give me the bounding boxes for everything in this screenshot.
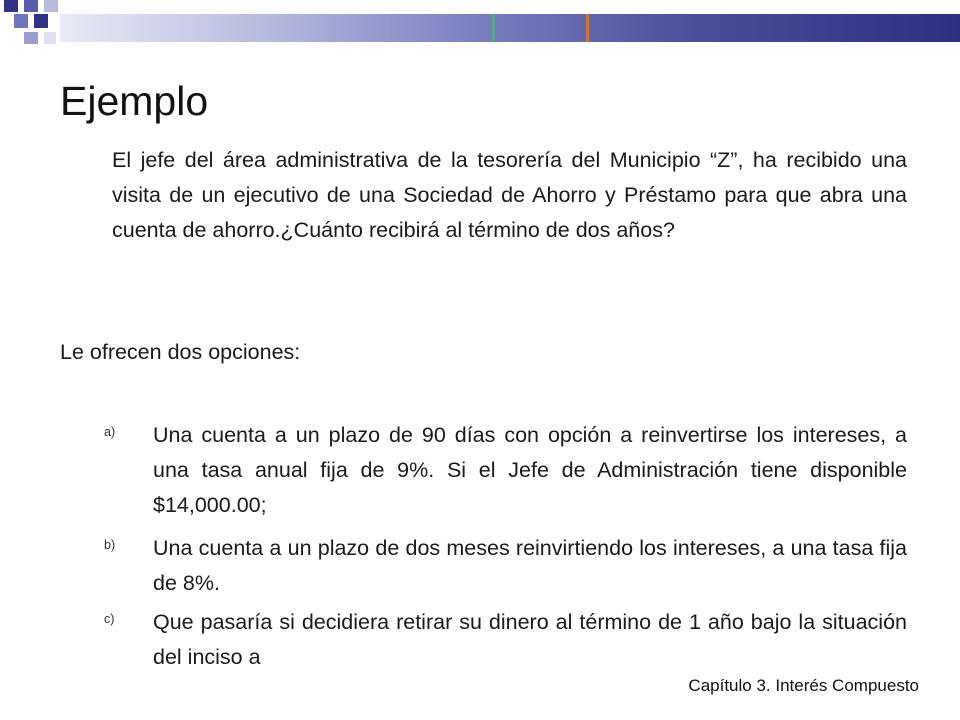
decor-square [44,32,56,44]
decor-square [44,0,58,12]
option-marker: c) [104,612,115,626]
option-text: Que pasaría si decidiera retirar su dinero al término de 1 año bajo la situación del inciso a [153,610,907,669]
decor-square [24,32,38,44]
decor-square [34,14,48,28]
intro-paragraph: El jefe del área administrativa de la tesorería del Municipio “Z”, ha recibido una visita de un ejecutivo de una Sociedad de Ahorro y Préstamo para que abra una cuenta de ahorro.¿Cuánto recibirá al término de dos años? [112,148,907,242]
header-decoration [0,0,960,44]
decor-square [4,0,18,12]
slide-title: Ejemplo [60,78,209,124]
slide-footer: Capítulo 3. Interés Compuesto [688,676,919,695]
option-text: Una cuenta a un plazo de 90 días con opción a reinvertirse los intereses, a una tasa anual fija de 9%. Si el Jefe de Administración tiene disponible $14,000.00; [153,423,907,517]
option-item-a [104,418,907,523]
header-accent-line [586,14,589,42]
option-marker: a) [104,425,116,439]
option-marker: b) [104,538,116,552]
header-accent-line [492,14,495,42]
option-item-c [104,605,907,675]
options-lead-text: Le ofrecen dos opciones: [60,340,301,364]
option-item-b [104,531,907,601]
option-text: Una cuenta a un plazo de dos meses reinvirtiendo los intereses, a una tasa fija de 8%. [153,536,907,595]
decor-square [24,0,38,12]
header-gradient-band [60,14,960,42]
decor-square [14,14,28,28]
